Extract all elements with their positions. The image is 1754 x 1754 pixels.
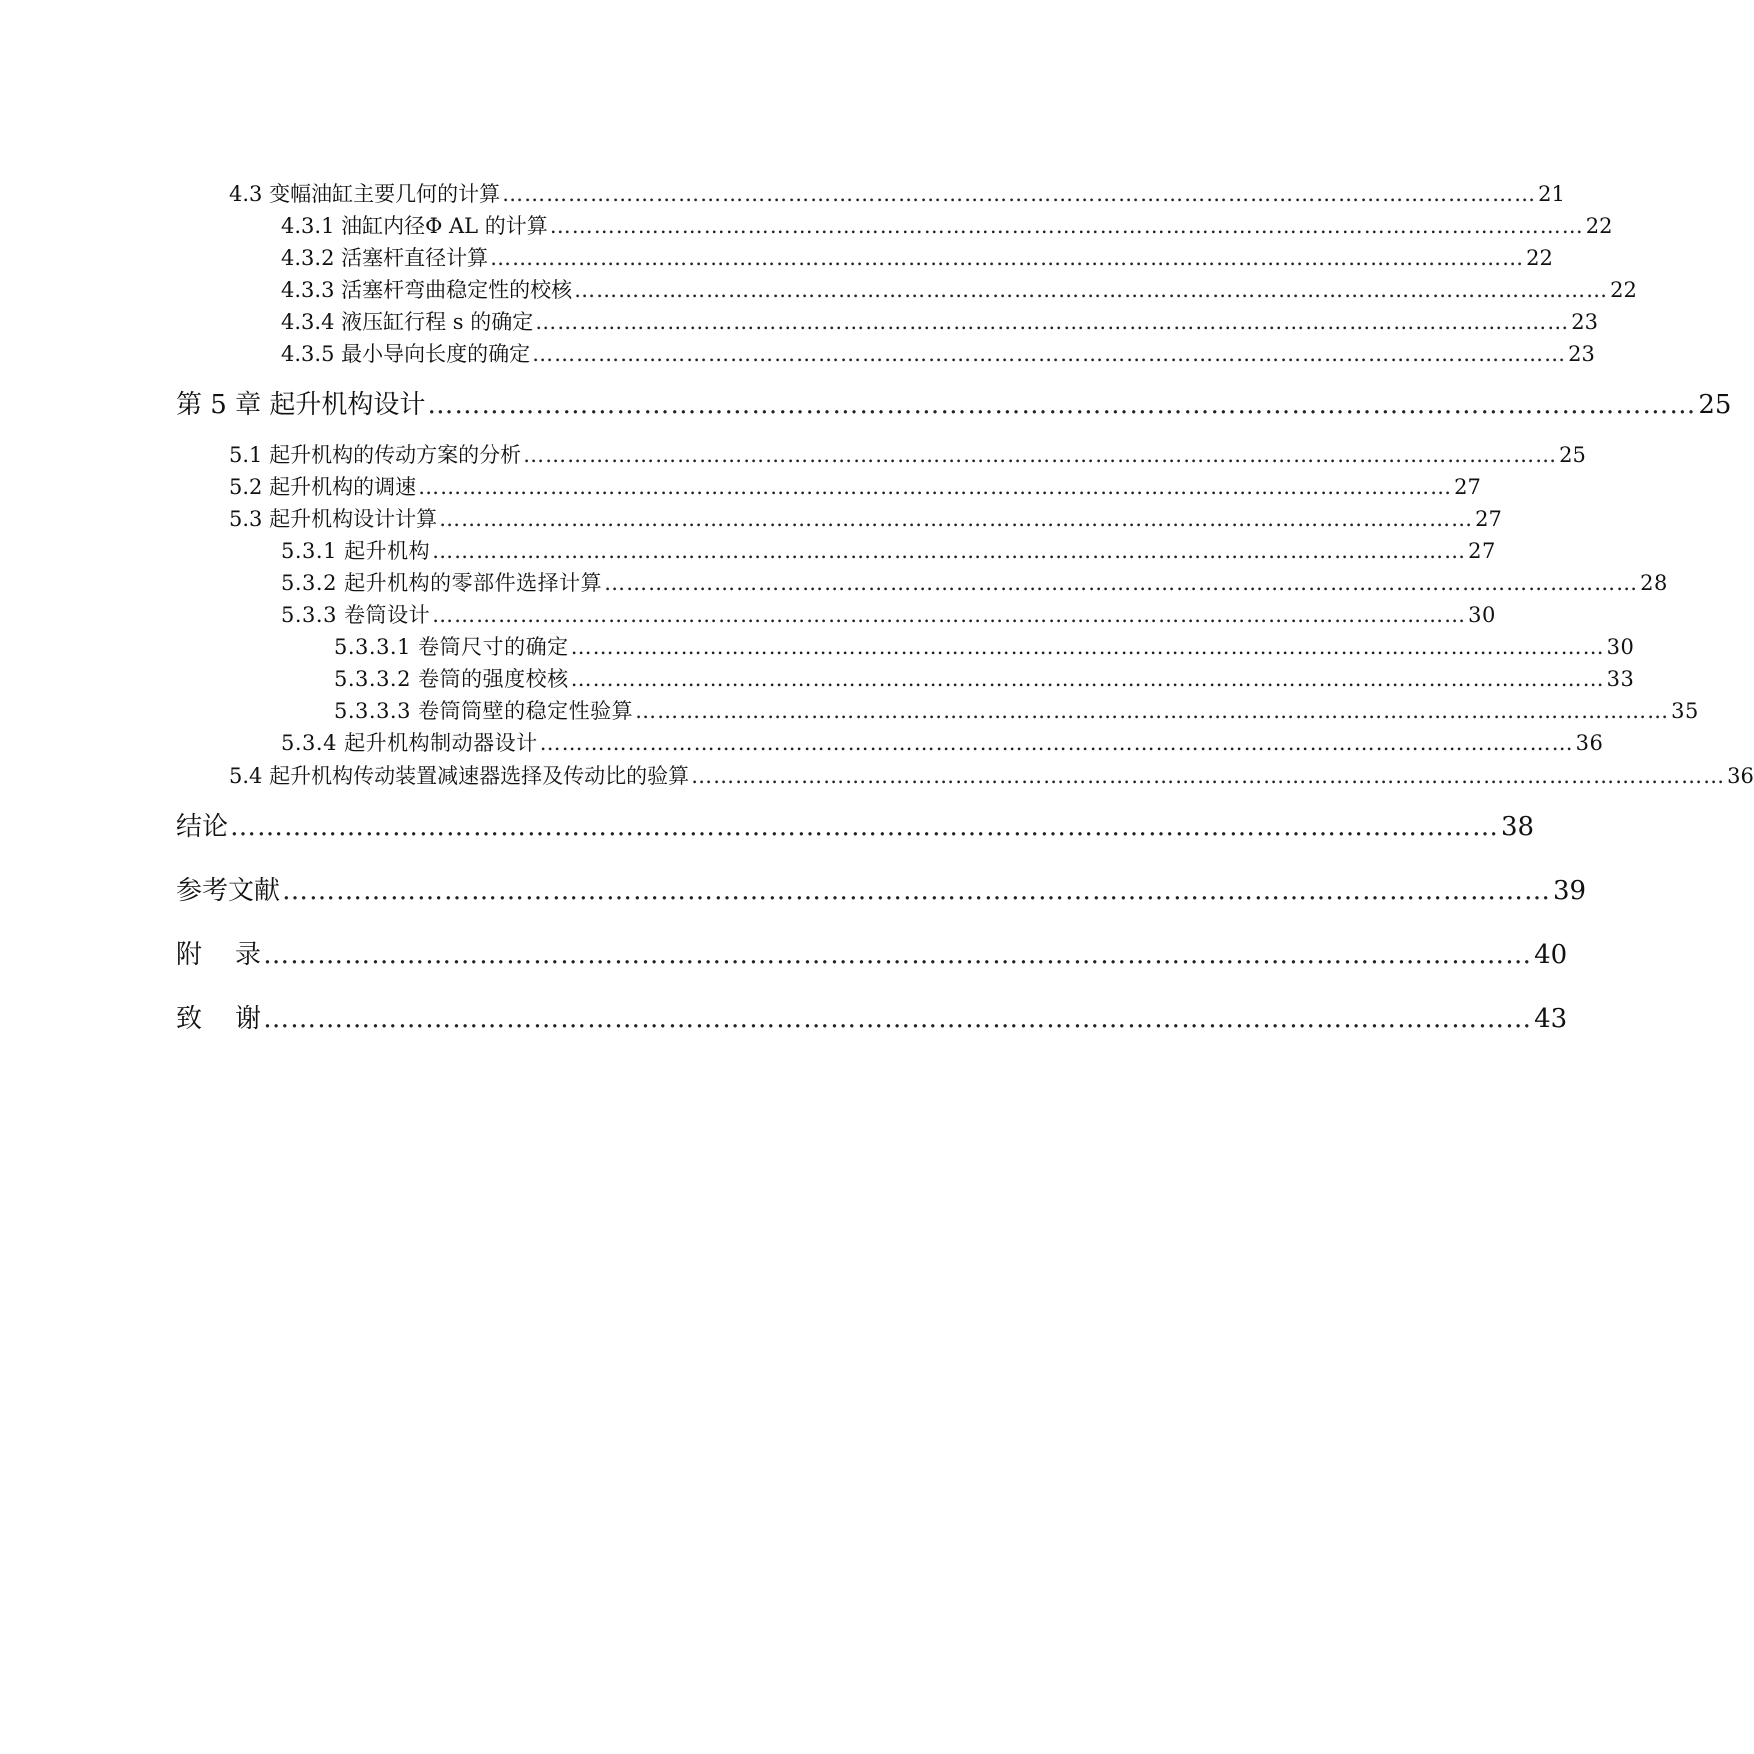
toc-entry-label: 5.1 起升机构的传动方案的分析 [229,443,522,467]
toc-entry[interactable] [281,338,1595,368]
toc-entry-page: 35 [1671,699,1699,723]
toc-entry-label: 致 谢 [176,1004,262,1034]
toc-entry[interactable] [281,242,1553,272]
toc-entry-page: 25 [1559,443,1586,467]
toc-entry-page: 21 [1538,182,1565,206]
toc-leader-dots: …………………………………………………………………………………………………………………………… [549,214,1584,238]
toc-entry-label: 4.3.1 油缸内径Φ AL 的计算 [281,214,548,238]
toc-entry-page: 39 [1553,876,1587,906]
toc-entry[interactable] [176,934,1568,971]
toc-entry[interactable] [176,806,1535,843]
toc-entry-page: 38 [1501,812,1535,842]
toc-leader-dots: …………………………………………………………………………………………………………………………… [570,635,1605,659]
toc-entry-label: 5.3.3.3 卷筒筒壁的稳定性验算 [334,699,634,723]
toc-entry[interactable] [229,178,1565,208]
toc-entry-page: 23 [1568,342,1595,366]
toc-entry[interactable] [229,439,1586,469]
toc-leader-dots: …………………………………………………………………………………………………………………………… [282,876,1552,906]
toc-entry[interactable] [281,567,1668,597]
toc-entry-page: 27 [1454,475,1481,499]
toc-entry-label: 4.3.3 活塞杆弯曲稳定性的校核 [281,278,573,302]
toc-entry[interactable] [281,727,1604,757]
toc-leader-dots: …………………………………………………………………………………………………………………………… [490,246,1525,270]
toc-entry-page: 30 [1606,635,1635,659]
toc-entry[interactable] [176,384,1732,421]
toc-entry-page: 25 [1698,390,1732,420]
toc-entry-page: 33 [1606,667,1635,691]
toc-leader-dots: …………………………………………………………………………………………………………………………… [439,507,1474,531]
toc-leader-dots: …………………………………………………………………………………………………………………………… [230,812,1500,842]
toc-entry-label: 5.3.4 起升机构制动器设计 [281,731,538,755]
toc-leader-dots: …………………………………………………………………………………………………………………………… [535,310,1570,334]
toc-entry-label: 5.3.3 卷筒设计 [281,603,431,627]
toc-entry-label: 5.3.2 起升机构的零部件选择计算 [281,571,603,595]
toc-leader-dots: …………………………………………………………………………………………………………………………… [574,278,1609,302]
toc-entry[interactable] [176,998,1568,1035]
toc-leader-dots: …………………………………………………………………………………………………………………………… [523,443,1558,467]
toc-entry-page: 28 [1640,571,1668,595]
toc-entry[interactable] [229,760,1754,790]
toc-entry[interactable] [334,631,1635,661]
toc-leader-dots: …………………………………………………………………………………………………………………………… [263,940,1533,970]
toc-entry-label: 附 录 [176,940,262,970]
toc-leader-dots: …………………………………………………………………………………………………………………………… [635,699,1670,723]
toc-entry-page: 22 [1585,214,1613,238]
toc-entry-label: 5.2 起升机构的调速 [229,475,417,499]
toc-leader-dots: …………………………………………………………………………………………………………………………… [691,764,1726,788]
toc-leader-dots: …………………………………………………………………………………………………………………………… [432,603,1467,627]
toc-leader-dots: …………………………………………………………………………………………………………………………… [263,1004,1533,1034]
toc-entry-page: 40 [1534,940,1568,970]
toc-entry-label: 5.3 起升机构设计计算 [229,507,438,531]
toc-entry[interactable] [281,210,1613,240]
toc-entry-page: 30 [1468,603,1496,627]
toc-leader-dots: …………………………………………………………………………………………………………………………… [570,667,1605,691]
toc-entry-page: 43 [1534,1004,1568,1034]
toc-entry-page: 36 [1727,764,1754,788]
toc-leader-dots: …………………………………………………………………………………………………………………………… [418,475,1453,499]
toc-entry-page: 23 [1571,310,1598,334]
toc-entry-label: 5.3.3.2 卷筒的强度校核 [334,667,569,691]
toc-entry-label: 第 5 章 起升机构设计 [176,390,426,420]
toc-entry-label: 5.3.3.1 卷筒尺寸的确定 [334,635,569,659]
toc-entry[interactable] [176,870,1587,907]
toc-entry-label: 5.3.1 起升机构 [281,539,431,563]
toc-entry[interactable] [281,274,1637,304]
toc-entry-label: 4.3.2 活塞杆直径计算 [281,246,489,270]
toc-entry-label: 结论 [176,812,229,842]
toc-entry[interactable] [334,663,1635,693]
toc-entry[interactable] [281,306,1598,336]
toc-entry[interactable] [229,471,1481,501]
toc-entry-label: 4.3.5 最小导向长度的确定 [281,342,531,366]
toc-entry-label: 5.4 起升机构传动装置减速器选择及传动比的验算 [229,764,690,788]
toc-entry-label: 参考文献 [176,876,281,906]
toc-entry-label: 4.3.4 液压缸行程 s 的确定 [281,310,534,334]
toc-leader-dots: …………………………………………………………………………………………………………………………… [532,342,1567,366]
toc-entry-page: 27 [1475,507,1502,531]
toc-entry[interactable] [229,503,1502,533]
toc-entry[interactable] [334,695,1699,725]
toc-entry-page: 22 [1526,246,1553,270]
toc-entry-page: 22 [1610,278,1637,302]
toc-entry-label: 4.3 变幅油缸主要几何的计算 [229,182,501,206]
toc-entry-page: 36 [1575,731,1604,755]
toc-leader-dots: …………………………………………………………………………………………………………………………… [539,731,1574,755]
toc-leader-dots: …………………………………………………………………………………………………………………………… [604,571,1639,595]
toc-leader-dots: …………………………………………………………………………………………………………………………… [432,539,1467,563]
toc-entry[interactable] [281,535,1496,565]
toc-entry-page: 27 [1468,539,1496,563]
toc-leader-dots: …………………………………………………………………………………………………………………………… [502,182,1537,206]
toc-leader-dots: …………………………………………………………………………………………………………………………… [427,390,1697,420]
toc-entry[interactable] [281,599,1496,629]
